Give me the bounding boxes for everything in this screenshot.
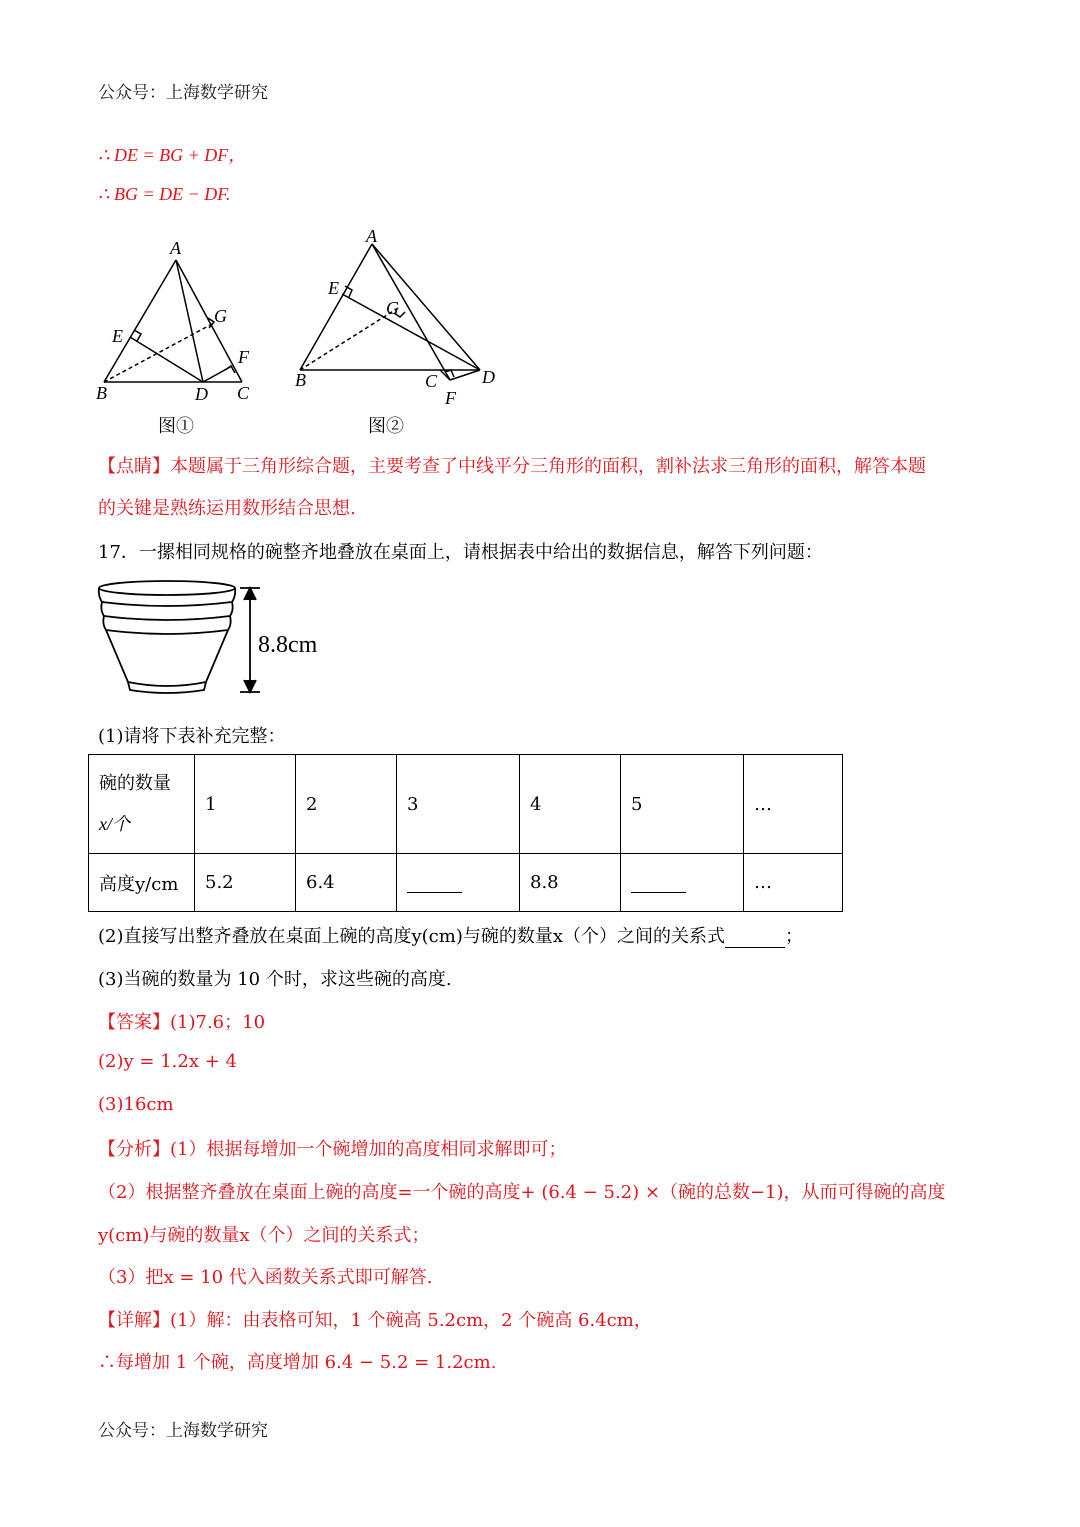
fig2-label-a: A: [366, 226, 377, 246]
proof-line-1: ∴ DE = BG + DF，: [98, 145, 247, 165]
table-cell: 1: [195, 755, 296, 854]
fig1-label-b: B: [96, 383, 107, 403]
part-3: (3)当碗的数量为 10 个时，求这些碗的高度.: [98, 969, 452, 990]
figure-1: [90, 232, 270, 412]
table-row: [89, 755, 843, 854]
answer-line-1: 【答案】(1)7.6；10: [98, 1012, 266, 1033]
fig2-label-f: F: [445, 388, 456, 408]
page-header: 公众号：上海数学研究: [98, 83, 268, 103]
comment-line-1: 【点睛】本题属于三角形综合题，主要考查了中线平分三角形的面积，割补法求三角形的面积，解答本题: [98, 456, 926, 477]
analysis-line-3: y(cm)与碗的数量x（个）之间的关系式；: [98, 1225, 430, 1246]
table-header-height: 高度y/cm: [89, 854, 195, 912]
part-2-suffix: ；: [785, 926, 804, 947]
analysis-line-1: 【分析】(1）根据每增加一个碗增加的高度相同求解即可；: [98, 1139, 567, 1160]
fig2-label-c: C: [425, 371, 438, 391]
detail-line-1: 【详解】(1）解：由表格可知，1 个碗高 5.2cm，2 个碗高 6.4cm，: [98, 1310, 652, 1331]
table-cell: …: [744, 854, 843, 912]
figure-1-caption: 图①: [158, 416, 194, 437]
analysis-line-4: （3）把x = 10 代入函数关系式即可解答.: [98, 1267, 433, 1288]
fig1-label-d: D: [195, 384, 208, 404]
fig2-label-e: E: [328, 278, 339, 298]
table-cell: 5.2: [195, 854, 296, 912]
fig2-label-d: D: [482, 367, 495, 387]
table-cell: 3: [397, 755, 520, 854]
table-cell: 4: [520, 755, 621, 854]
table-blank-cell[interactable]: [397, 854, 520, 912]
analysis-line-2: （2）根据整齐叠放在桌面上碗的高度=一个碗的高度+ (6.4 − 5.2) ×（碗的总数−1)，从而可得碗的高度: [98, 1182, 946, 1203]
answer-blank[interactable]: [631, 872, 686, 893]
data-table: [88, 754, 843, 912]
problem-stem: 17．一摞相同规格的碗整齐地叠放在桌面上，请根据表中给出的数据信息，解答下列问题：: [98, 542, 823, 563]
fig1-label-c: C: [237, 383, 250, 403]
answer-blank[interactable]: [407, 872, 462, 893]
answer-line-3: (3)16cm: [98, 1094, 174, 1115]
table-cell: …: [744, 755, 843, 854]
table-cell: 2: [296, 755, 397, 854]
table-cell: 8.8: [520, 854, 621, 912]
table-header-count: [89, 755, 195, 854]
part-1: (1)请将下表补充完整：: [98, 726, 286, 747]
bowl-stack-image: [92, 576, 342, 700]
answer-blank[interactable]: [725, 929, 785, 948]
fig1-label-a: A: [170, 238, 181, 258]
part-2-text: (2)直接写出整齐叠放在桌面上碗的高度y(cm)与碗的数量x（个）之间的关系式: [98, 926, 726, 947]
figure-2-caption: 图②: [368, 416, 404, 437]
table-blank-cell[interactable]: [621, 854, 744, 912]
bowl-height-label: 8.8cm: [258, 632, 318, 658]
answer-line-2: (2)y = 1.2x + 4: [98, 1051, 237, 1072]
table-header-count-line1: 碗的数量: [99, 773, 171, 794]
table-row: [89, 854, 843, 912]
fig1-label-g: G: [214, 306, 227, 326]
detail-line-2: ∴每增加 1 个碗，高度增加 6.4 − 5.2 = 1.2cm.: [98, 1352, 497, 1373]
fig1-label-f: F: [238, 347, 249, 367]
fig2-label-b: B: [295, 370, 306, 390]
part-2: [98, 922, 803, 948]
table-header-count-line2: x/个: [99, 814, 130, 834]
comment-line-2: 的关键是熟练运用数形结合思想.: [98, 498, 356, 519]
proof-line-2: ∴ BG = DE − DF.: [98, 184, 231, 204]
page-footer: 公众号：上海数学研究: [98, 1421, 268, 1441]
table-cell: 6.4: [296, 854, 397, 912]
fig1-label-e: E: [112, 326, 123, 346]
table-cell: 5: [621, 755, 744, 854]
figure-2: [290, 222, 510, 412]
fig2-label-g: G: [386, 298, 399, 318]
